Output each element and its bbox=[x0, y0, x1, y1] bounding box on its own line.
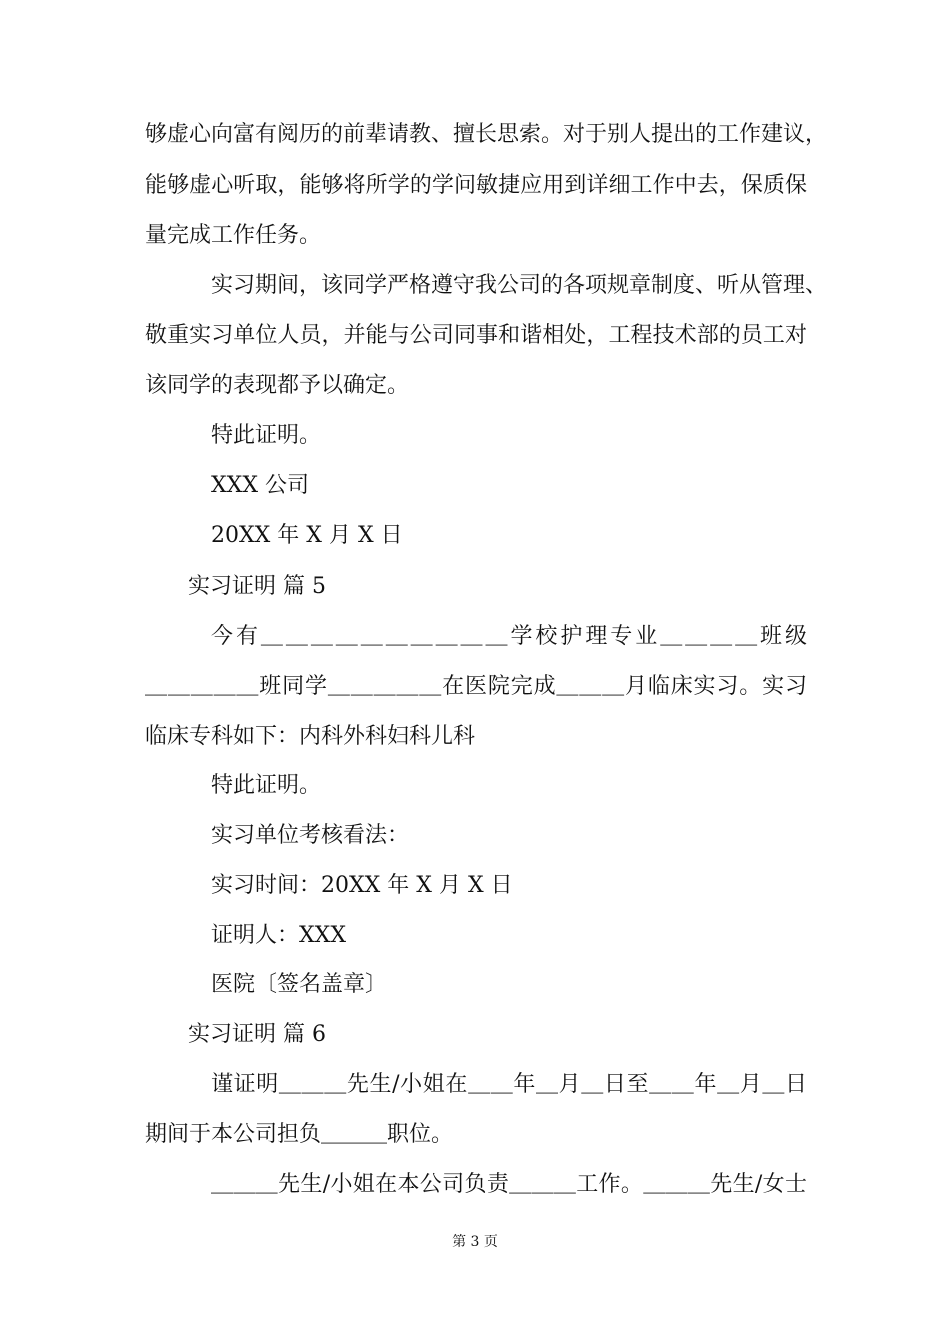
page-number: 第 3 页 bbox=[452, 1234, 498, 1250]
section-heading: 实习证明 篇 6 bbox=[188, 1022, 326, 1047]
body-text-line: 能够虚心听取，能够将所学的学问敏捷应用到详细工作中去，保质保 bbox=[145, 173, 807, 198]
assessment-label: 实习单位考核看法： bbox=[211, 823, 410, 848]
body-text-line: 谨证明＿＿＿先生/小姐在＿＿年＿月＿日至＿＿年＿月＿日 bbox=[211, 1072, 807, 1097]
certification-statement: 特此证明。 bbox=[211, 773, 322, 798]
body-text-line: ＿＿＿＿＿班同学＿＿＿＿＿在医院完成＿＿＿月临床实习。实习 bbox=[145, 674, 807, 699]
body-text-line: 今有＿＿＿＿＿＿＿＿＿＿学校护理专业＿＿＿＿班级 bbox=[211, 624, 807, 649]
certification-statement: 特此证明。 bbox=[211, 423, 322, 448]
internship-time: 实习时间：20XX 年 X 月 X 日 bbox=[211, 873, 513, 898]
body-text-line: 敬重实习单位人员，并能与公司同事和谐相处，工程技术部的员工对 bbox=[145, 323, 807, 348]
body-text-line: 期间于本公司担负＿＿＿职位。 bbox=[145, 1122, 454, 1147]
company-name: XXX 公司 bbox=[211, 473, 309, 498]
body-text-line: ＿＿＿先生/小姐在本公司负责＿＿＿工作。＿＿＿先生/女士 bbox=[211, 1172, 807, 1197]
body-text-line: 该同学的表现都予以确定。 bbox=[145, 373, 410, 398]
section-heading: 实习证明 篇 5 bbox=[188, 574, 326, 599]
body-text-line: 量完成工作任务。 bbox=[145, 223, 322, 248]
body-text-line: 够虚心向富有阅历的前辈请教、擅长思索。对于别人提出的工作建议， bbox=[145, 122, 828, 147]
body-text-line: 临床专科如下：内科外科妇科儿科 bbox=[145, 724, 476, 749]
date-line: 20XX 年 X 月 X 日 bbox=[211, 523, 403, 548]
certifier-line: 证明人：XXX bbox=[211, 923, 346, 948]
body-text-line: 实习期间，该同学严格遵守我公司的各项规章制度、听从管理、 bbox=[211, 273, 828, 298]
signature-seal-line: 医院〔签名盖章〕 bbox=[211, 972, 388, 997]
